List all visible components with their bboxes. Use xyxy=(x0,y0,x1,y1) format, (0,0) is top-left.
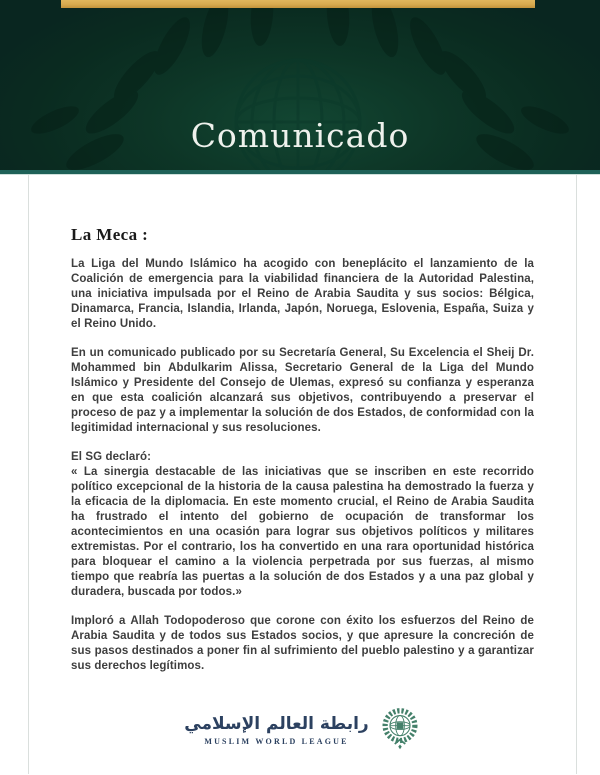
paragraph-coalition-launch: La Liga del Mundo Islámico ha acogido con beneplácito el lanzamiento de la Coalición de emergencia para la viabilidad financiera de la Autoridad Palestina, una iniciativa impulsada por el Reino de Arabia Saudita y sus socios: Bélgica, Dinamarca, Francia, Islandia, Irlanda, Japón, Noruega, Eslovenia, España, Suiza y el Reino Unido. xyxy=(71,258,534,330)
mwl-logo xyxy=(71,706,534,754)
mwl-wreath-globe-emblem-icon xyxy=(379,706,421,754)
paragraph-prayer: Imploró a Allah Todopoderoso que corone con éxito los esfuerzos del Reino de Arabia Saudita y de todos sus Estados socios, y que apresure la concreción de sus pasos destinados a poner fin al sufrimiento del pueblo palestino y a garantizar sus derechos legítimos. xyxy=(71,615,534,672)
header-banner xyxy=(0,0,600,170)
quote-text: « La sinergia destacable de las iniciativas que se inscriben en este recorrido político excepcional de la historia de la causa palestina ha demostrado la fuerza y la eficacia de la diplomacia. En este momento crucial, el Reino de Arabia Saudita ha frustrado el intento del gobierno de ocupación de transformar los acontecimientos en una ocasión para lograr sus objetivos políticos y militares extremistas. Por el contrario, los ha convertido en una rara oportunidad histórica para bloquear el camino a la violencia perpetrada por sus fuerzas, al mismo tiempo que reabría las puertas a la solución de dos Estados y a una paz global y duradera, buscada por todos.» xyxy=(71,466,534,598)
paragraph-sg-quote xyxy=(71,450,534,600)
mwl-arabic-calligraphy: رابطة العالم الإسلامي xyxy=(184,714,369,734)
mwl-logo-text xyxy=(184,714,368,746)
communique-card xyxy=(28,175,577,774)
gold-top-bar xyxy=(61,0,535,8)
page-title: Comunicado xyxy=(190,116,410,155)
dateline-heading: La Meca : xyxy=(71,225,149,244)
paragraph-sg-statement: En un comunicado publicado por su Secretaría General, Su Excelencia el Sheij Dr. Mohammed bin Abdulkarim Alissa, Secretario General de la Liga del Mundo Islámico y Presidente del Consejo de Ulemas, expresó su confianza y esperanza en que esta coalición alcanzará sus objetivos, contribuyendo a preservar el proceso de paz y a implementar la solución de dos Estados, de conformidad con la legitimidad internacional y sus resoluciones. xyxy=(71,347,534,434)
quote-intro-line: El SG declaró: xyxy=(71,451,152,463)
mwl-latin-name: MUSLIM WORLD LEAGUE xyxy=(204,737,349,746)
